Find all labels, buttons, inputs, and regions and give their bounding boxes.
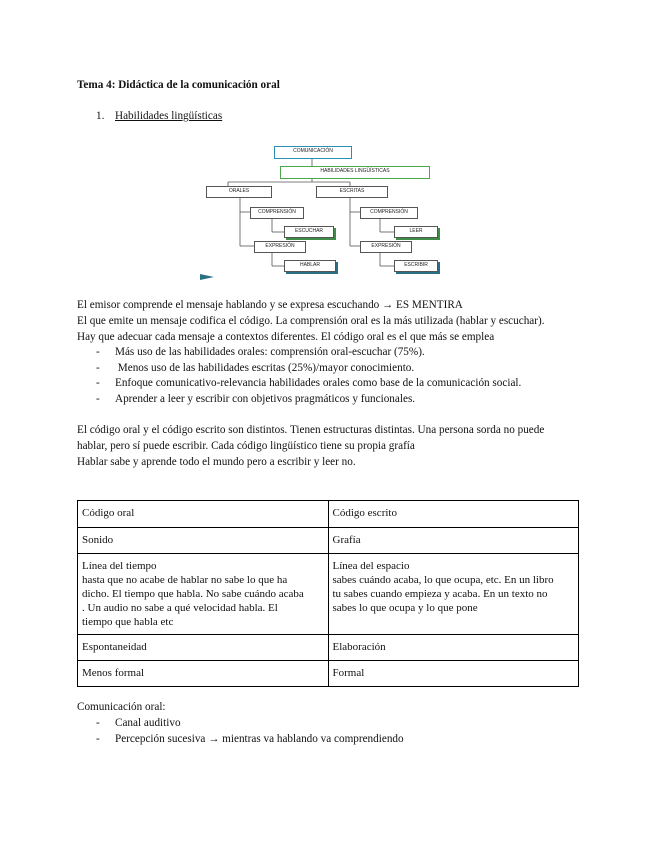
table-cell [328,528,579,554]
bullet-item: Percepción sucesiva → mientras va hablando va comprendiendo [115,733,404,745]
cell-text: . Un audio no sabe a qué velocidad habla. El [82,602,278,614]
paragraph2-line3: Hablar sabe y aprende todo el mundo pero a escribir y leer no. [77,456,356,468]
bullet-marker: - [96,393,100,405]
cell-text: tiempo que habla etc [82,616,174,628]
diagram-written: ESCRITAS [316,186,388,198]
table-row [78,635,579,661]
oral-communication-heading: Comunicación oral: [77,701,166,713]
bullet-item: Menos uso de las habilidades escritas (25%)/mayor conocimiento. [115,362,415,374]
section-number: 1. [96,110,105,122]
cell-text: Grafía [332,534,361,546]
cell-text: sabes cuándo acaba, lo que ocupa, etc. En un libro [332,574,554,586]
diagram-oral: ORALES [206,186,272,198]
paragraph2-line1: El código oral y el código escrito son distintos. Tienen estructuras distintas. Una persona sorda no puede [77,424,545,436]
cell-text: Formal [332,667,365,679]
cell-text: Línea del tiempo [82,560,157,572]
table-cell [328,554,579,635]
cell-text: Menos formal [82,667,145,679]
table-cell [78,554,329,635]
bullet-marker: - [96,717,100,729]
diagram-listen: ESCUCHAR [284,226,334,238]
diagram-oral-comprehension: COMPRENSIÓN [250,207,304,219]
diagram-linguistic-skills: HABILIDADES LINGÜÍSTICAS [280,166,430,179]
paragraph2-line2: hablar, pero sí puede escribir. Cada código lingüístico tiene su propia grafía [77,440,415,452]
section-title: Habilidades lingüísticas [115,110,223,122]
bullet-marker: - [96,377,100,389]
table-cell [328,501,579,528]
bullet-item: Más uso de las habilidades orales: comprensión oral-escuchar (75%). [115,346,425,358]
table-row [78,501,579,528]
diagram-corner-mark [200,274,214,280]
diagram-speak: HABLAR [284,260,336,272]
table-row [78,661,579,687]
cell-text: Elaboración [332,641,386,653]
diagram-read: LEER [394,226,438,238]
cell-text: Línea del espacio [332,560,410,572]
cell-text: Espontaneidad [82,641,147,653]
diagram-written-comprehension: COMPRENSIÓN [360,207,418,219]
table-cell [78,528,329,554]
table-cell [78,501,329,528]
table-cell [78,635,329,661]
diagram-write: ESCRIBIR [394,260,438,272]
bullet-item: Enfoque comunicativo-relevancia habilidades orales como base de la comunicación social. [115,377,522,389]
paragraph1-line1: El emisor comprende el mensaje hablando y se expresa escuchando → ES MENTIRA [77,299,463,311]
cell-text: dicho. El tiempo que habla. No sabe cuándo acaba [82,588,304,600]
table-row [78,528,579,554]
bullet-marker: - [96,362,100,374]
cell-text: Sonido [82,534,114,546]
bullet-marker: - [96,733,100,745]
document-title: Tema 4: Didáctica de la comunicación oral [77,79,280,91]
paragraph1-line3: Hay que adecuar cada mensaje a contextos diferentes. El código oral es el que más se emplea [77,331,495,343]
cell-text: Código oral [82,507,135,519]
table-cell [328,661,579,687]
diagram-oral-expression: EXPRESIÓN [254,241,306,253]
bullet-marker: - [96,346,100,358]
bullet-item: Canal auditivo [115,717,181,729]
cell-text: Código escrito [332,507,397,519]
diagram-written-expression: EXPRESIÓN [360,241,412,253]
paragraph1-line2: El que emite un mensaje codifica el código. La comprensión oral es la más utilizada (hablar y escuchar). [77,315,545,327]
table-row [78,554,579,635]
cell-text: hasta que no acabe de hablar no sabe lo que ha [82,574,288,586]
cell-text: sabes lo que ocupa y lo que pone [332,602,478,614]
skills-diagram [200,140,440,280]
comparison-table [77,500,579,687]
table-cell [328,635,579,661]
diagram-root: COMUNICACIÓN [274,146,352,159]
bullet-item: Aprender a leer y escribir con objetivos pragmáticos y funcionales. [115,393,416,405]
cell-text: tu sabes cuando empieza y acaba. En un texto no [332,588,548,600]
table-cell [78,661,329,687]
